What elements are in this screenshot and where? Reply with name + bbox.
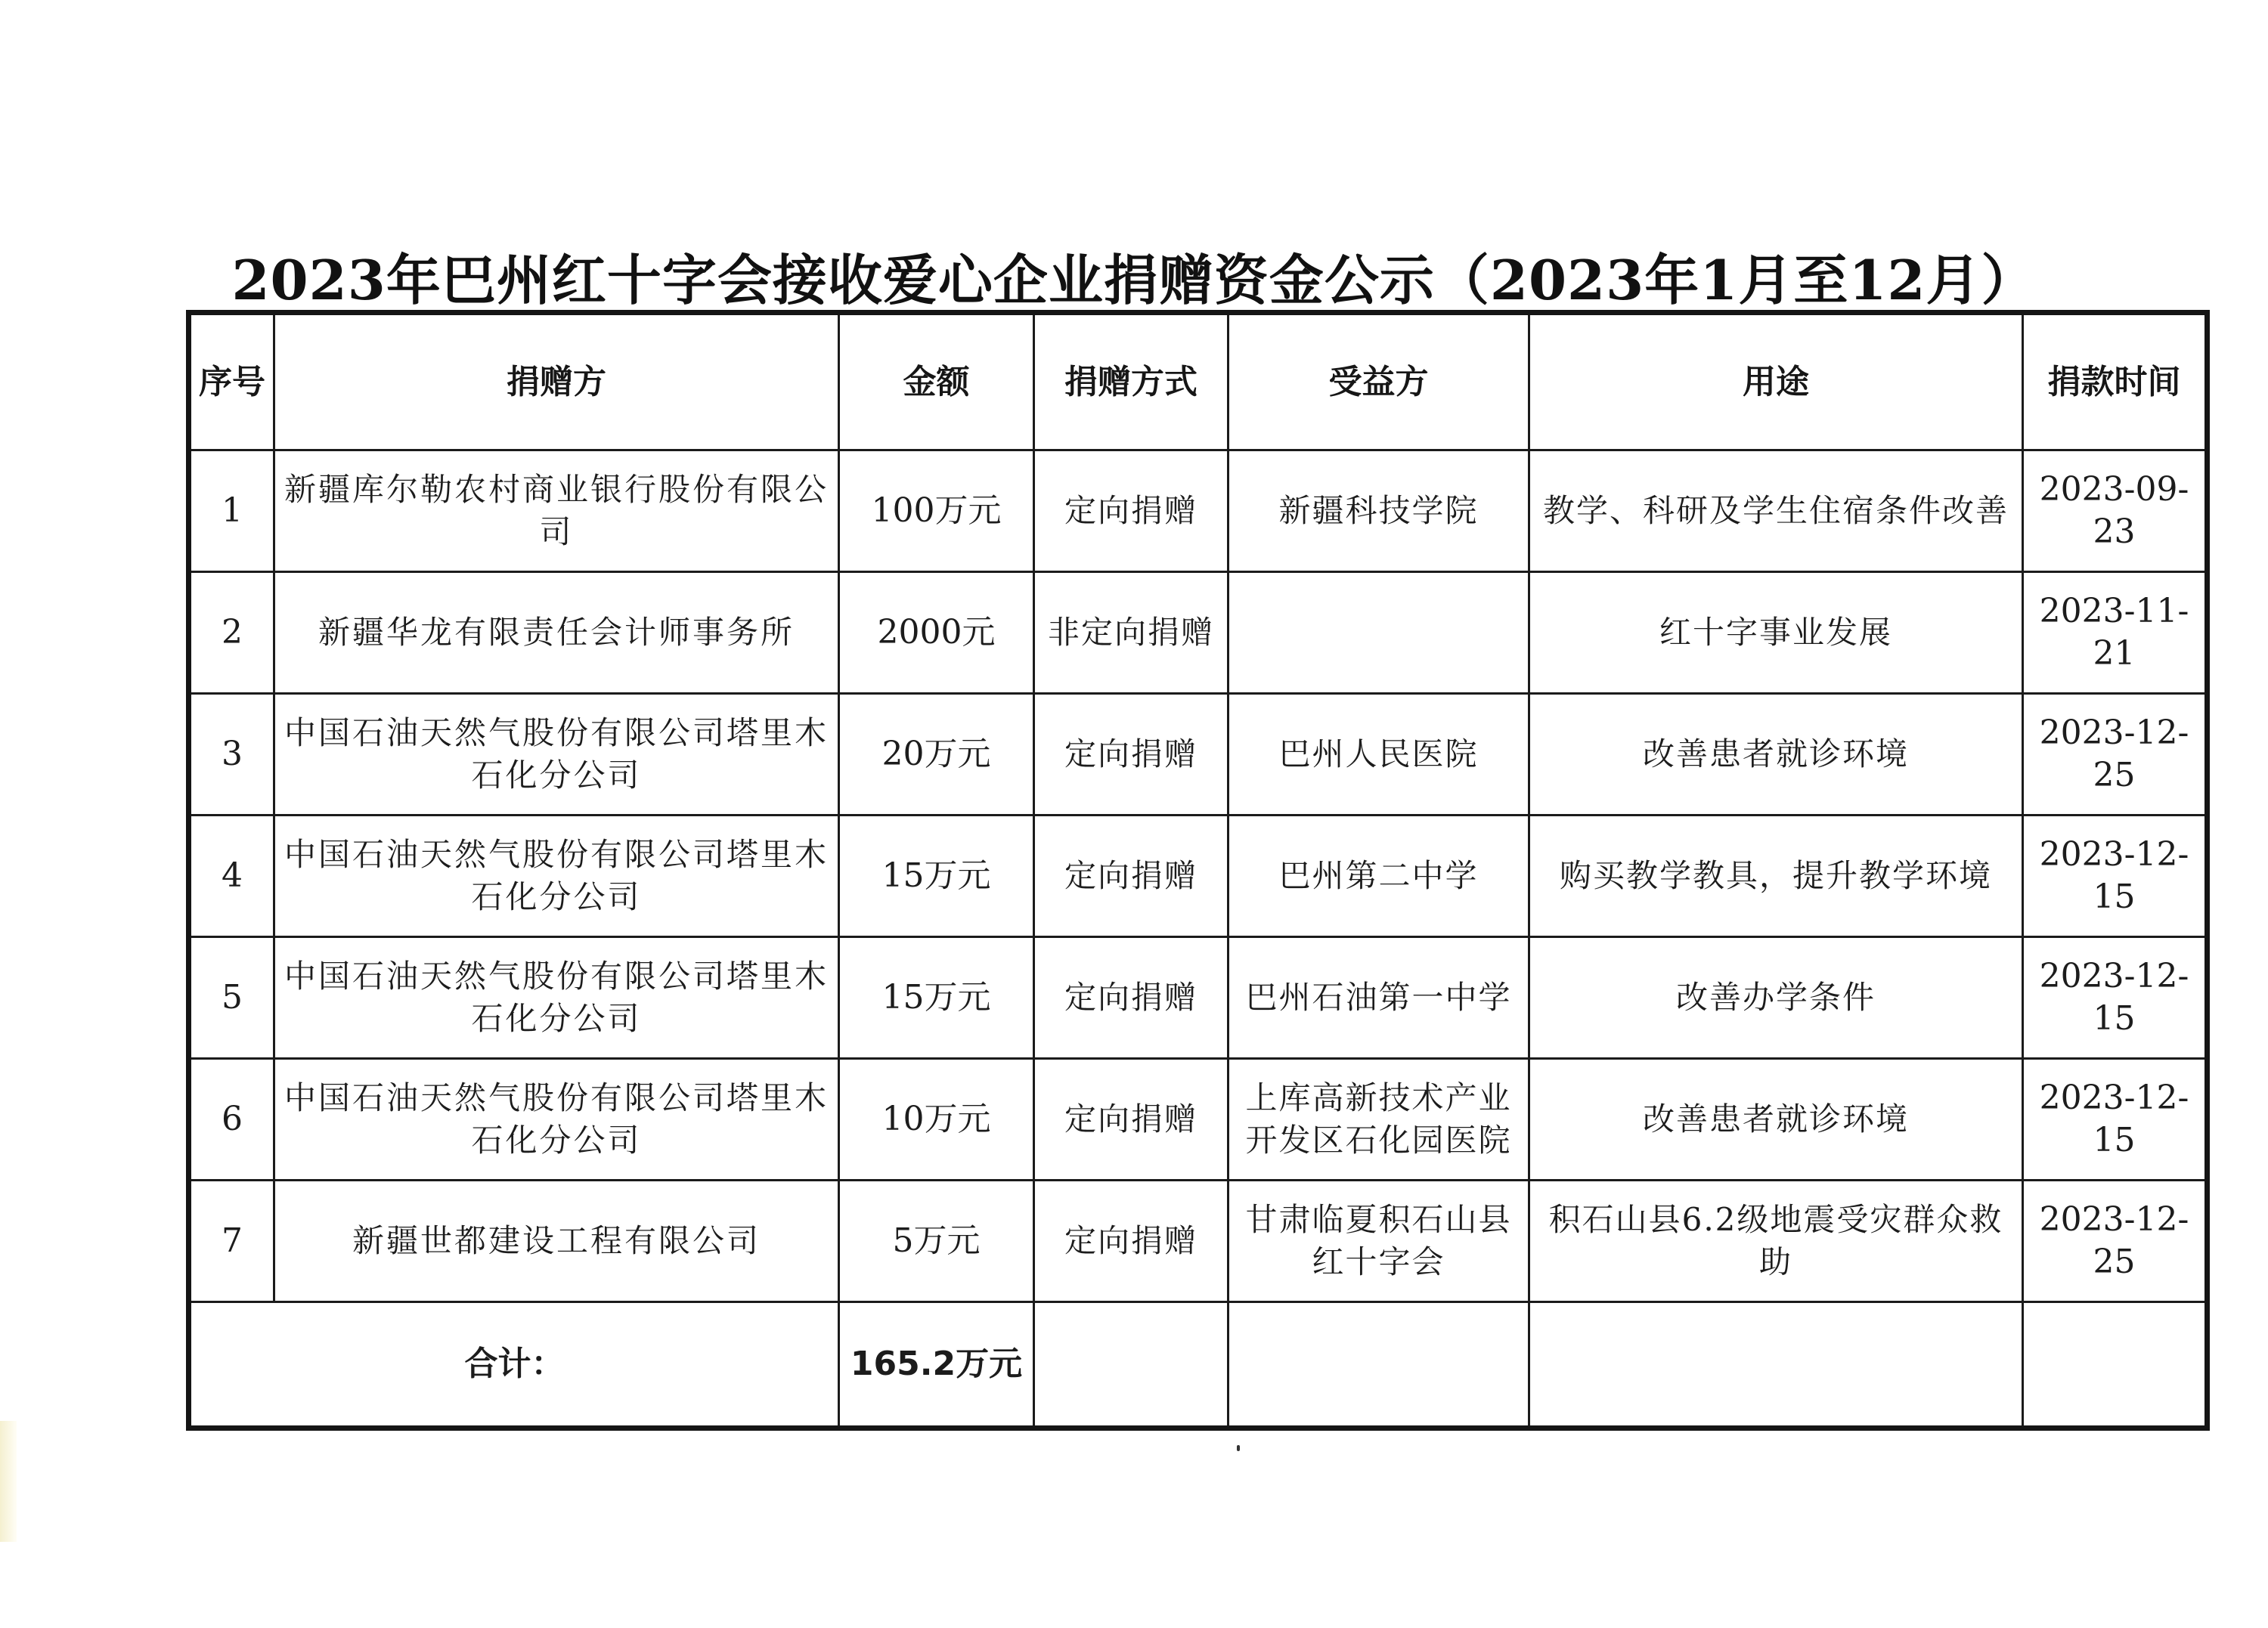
- cell-date: 2023-12-15: [2023, 816, 2208, 937]
- table-row: [189, 1059, 2208, 1181]
- cell-index: 3: [189, 694, 274, 816]
- header-amount: 金额: [839, 313, 1034, 450]
- cell-purpose: 改善患者就诊环境: [1529, 694, 2023, 816]
- scan-speck: [1237, 1445, 1240, 1451]
- cell-donor: 中国石油天然气股份有限公司塔里木石化分公司: [274, 694, 839, 816]
- table-header-row: [189, 313, 2208, 450]
- cell-amount: 100万元: [839, 450, 1034, 572]
- cell-donor: 新疆库尔勒农村商业银行股份有限公司: [274, 450, 839, 572]
- donation-table: [186, 310, 2210, 1431]
- cell-index: 6: [189, 1059, 274, 1181]
- cell-purpose: 积石山县6.2级地震受灾群众救助: [1529, 1181, 2023, 1302]
- header-date: 捐款时间: [2023, 313, 2208, 450]
- cell-purpose: 教学、科研及学生住宿条件改善: [1529, 450, 2023, 572]
- cell-beneficiary: 巴州人民医院: [1228, 694, 1529, 816]
- cell-index: 7: [189, 1181, 274, 1302]
- table-row: [189, 572, 2208, 694]
- header-purpose: 用途: [1529, 313, 2023, 450]
- header-donor: 捐赠方: [274, 313, 839, 450]
- page-title: 2023年巴州红十字会接收爱心企业捐赠资金公示（2023年1月至12月）: [231, 248, 2037, 313]
- cell-method: 非定向捐赠: [1034, 572, 1228, 694]
- header-beneficiary: 受益方: [1228, 313, 1529, 450]
- cell-method: 定向捐赠: [1034, 937, 1228, 1059]
- cell-beneficiary: [1228, 572, 1529, 694]
- cell-amount: 20万元: [839, 694, 1034, 816]
- total-empty-cell: [1034, 1302, 1228, 1428]
- cell-index: 5: [189, 937, 274, 1059]
- cell-purpose: 红十字事业发展: [1529, 572, 2023, 694]
- total-label: 合计：: [189, 1302, 839, 1428]
- cell-index: 2: [189, 572, 274, 694]
- header-index: 序号: [189, 313, 274, 450]
- table-row: [189, 694, 2208, 816]
- cell-donor: 中国石油天然气股份有限公司塔里木石化分公司: [274, 816, 839, 937]
- cell-method: 定向捐赠: [1034, 450, 1228, 572]
- table-row: [189, 937, 2208, 1059]
- cell-date: 2023-12-25: [2023, 1181, 2208, 1302]
- header-method: 捐赠方式: [1034, 313, 1228, 450]
- cell-index: 4: [189, 816, 274, 937]
- cell-purpose: 购买教学教具，提升教学环境: [1529, 816, 2023, 937]
- cell-beneficiary: 巴州石油第一中学: [1228, 937, 1529, 1059]
- cell-date: 2023-11-21: [2023, 572, 2208, 694]
- cell-date: 2023-12-25: [2023, 694, 2208, 816]
- cell-method: 定向捐赠: [1034, 1059, 1228, 1181]
- cell-method: 定向捐赠: [1034, 1181, 1228, 1302]
- cell-purpose: 改善患者就诊环境: [1529, 1059, 2023, 1181]
- cell-index: 1: [189, 450, 274, 572]
- cell-amount: 15万元: [839, 937, 1034, 1059]
- cell-date: 2023-12-15: [2023, 1059, 2208, 1181]
- cell-amount: 2000元: [839, 572, 1034, 694]
- cell-amount: 10万元: [839, 1059, 1034, 1181]
- table-row: [189, 816, 2208, 937]
- cell-amount: 5万元: [839, 1181, 1034, 1302]
- cell-donor: 新疆世都建设工程有限公司: [274, 1181, 839, 1302]
- cell-amount: 15万元: [839, 816, 1034, 937]
- cell-date: 2023-09-23: [2023, 450, 2208, 572]
- cell-beneficiary: 新疆科技学院: [1228, 450, 1529, 572]
- scan-edge-shadow: [0, 1421, 17, 1542]
- cell-purpose: 改善办学条件: [1529, 937, 2023, 1059]
- table-row: [189, 450, 2208, 572]
- cell-donor: 新疆华龙有限责任会计师事务所: [274, 572, 839, 694]
- table-total-row: [189, 1302, 2208, 1428]
- total-amount: 165.2万元: [839, 1302, 1034, 1428]
- total-empty-cell: [1228, 1302, 1529, 1428]
- cell-date: 2023-12-15: [2023, 937, 2208, 1059]
- total-empty-cell: [1529, 1302, 2023, 1428]
- cell-beneficiary: 上库高新技术产业开发区石化园医院: [1228, 1059, 1529, 1181]
- cell-donor: 中国石油天然气股份有限公司塔里木石化分公司: [274, 1059, 839, 1181]
- cell-beneficiary: 巴州第二中学: [1228, 816, 1529, 937]
- cell-donor: 中国石油天然气股份有限公司塔里木石化分公司: [274, 937, 839, 1059]
- table-row: [189, 1181, 2208, 1302]
- total-empty-cell: [2023, 1302, 2208, 1428]
- cell-method: 定向捐赠: [1034, 694, 1228, 816]
- cell-beneficiary: 甘肃临夏积石山县红十字会: [1228, 1181, 1529, 1302]
- cell-method: 定向捐赠: [1034, 816, 1228, 937]
